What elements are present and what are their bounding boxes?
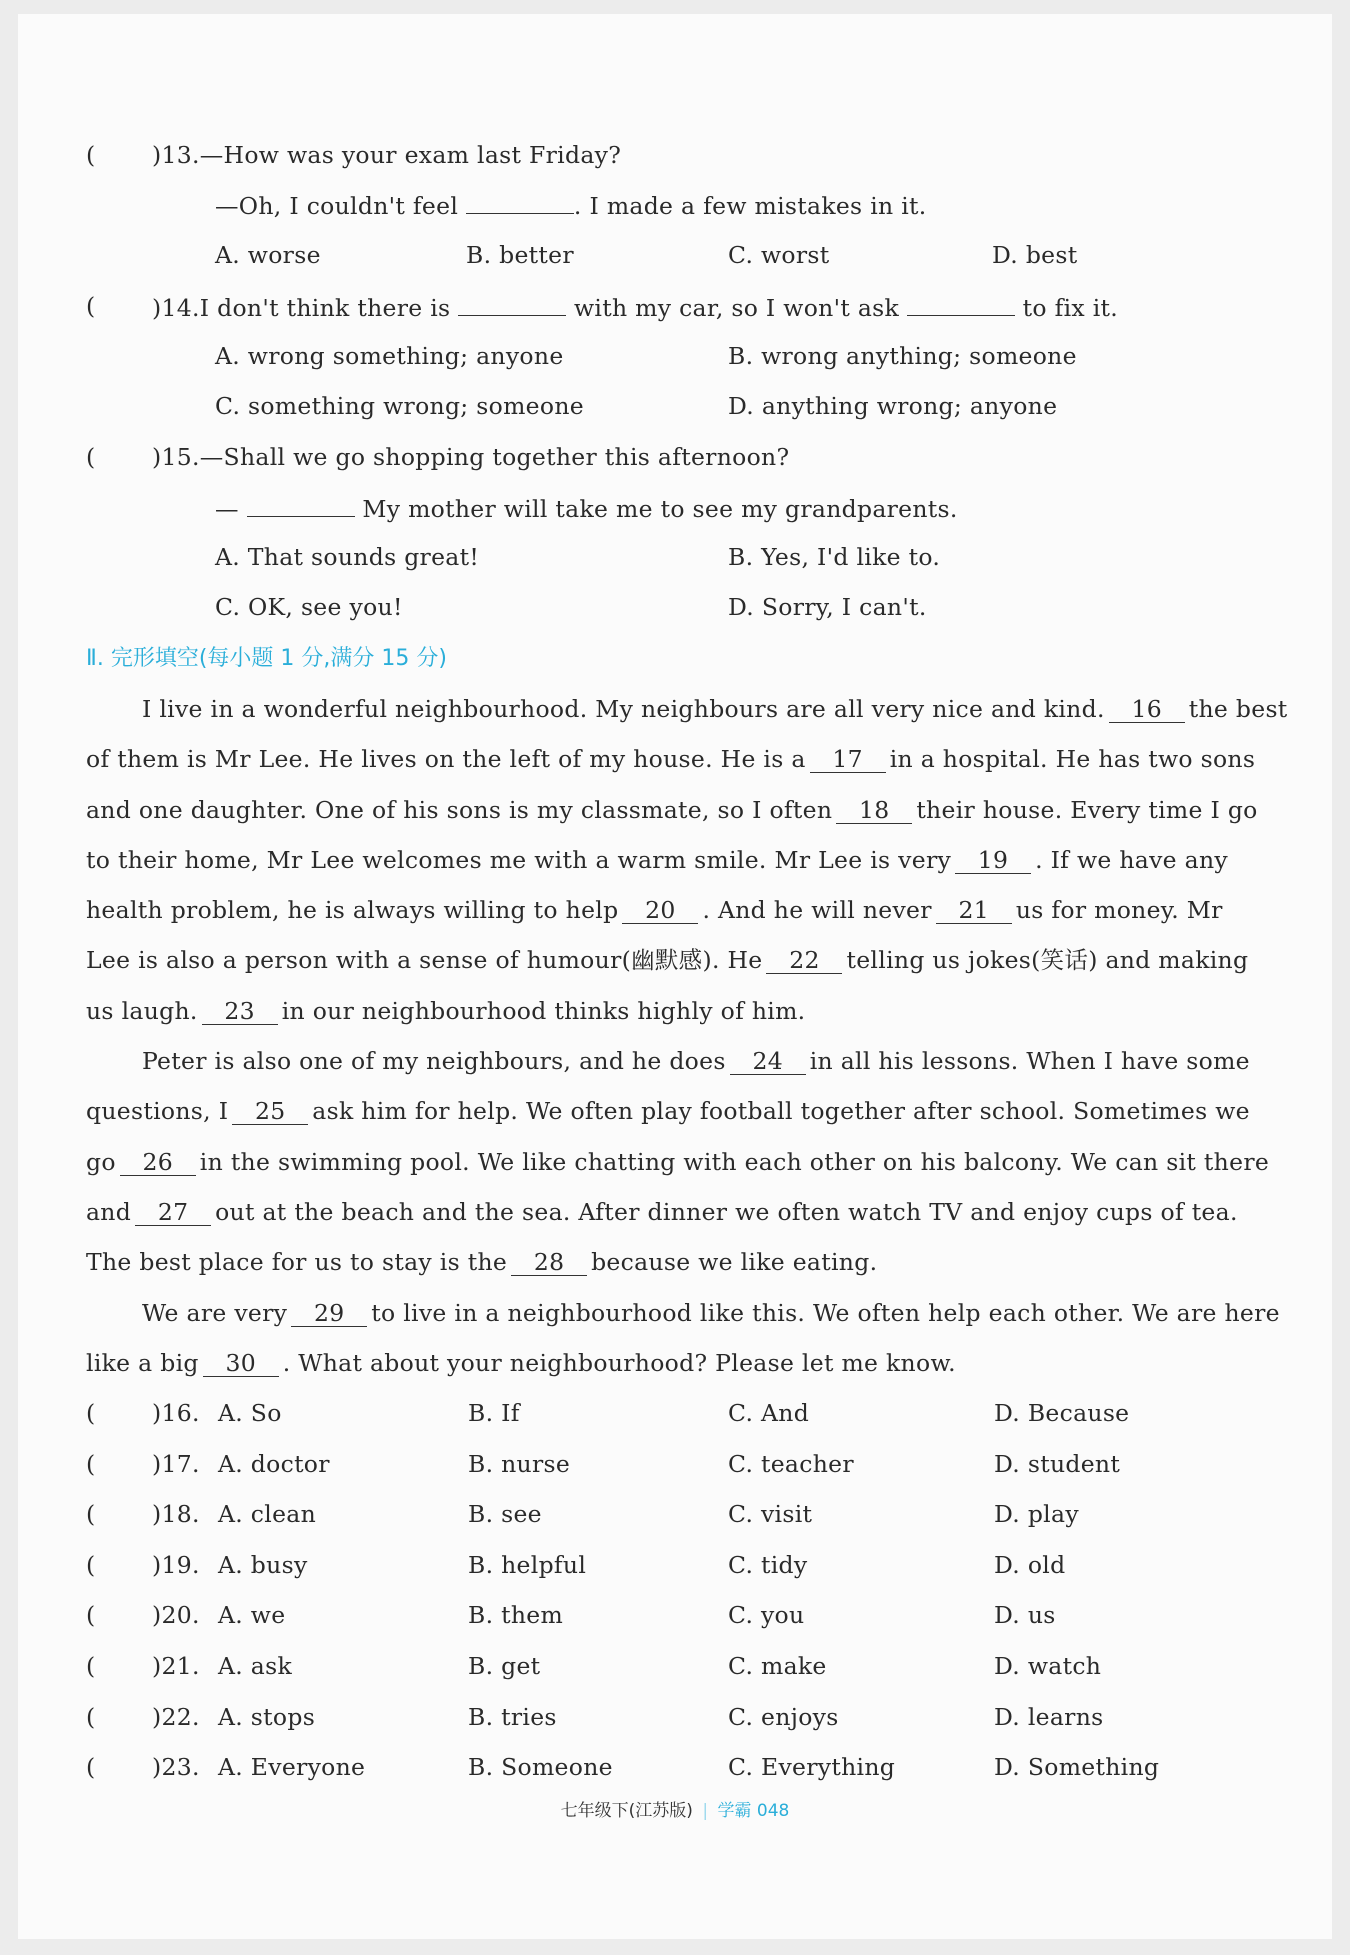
- option-c: C. make: [728, 1652, 827, 1680]
- option-c: C. something wrong; someone: [215, 392, 584, 420]
- question-13: [152, 140, 621, 170]
- option-c: C. OK, see you!: [215, 593, 403, 621]
- answer-paren: (: [86, 1652, 96, 1680]
- passage-text: The best place for us to stay is the: [86, 1248, 508, 1276]
- option-a: A. busy: [218, 1551, 308, 1579]
- answer-blank[interactable]: [458, 291, 566, 316]
- option-d: D. Sorry, I can't.: [728, 593, 927, 621]
- question-text: to fix it.: [1022, 294, 1119, 322]
- passage-text: We are very: [142, 1299, 288, 1327]
- passage-text: health problem, he is always willing to help: [86, 896, 619, 924]
- option-c: C. worst: [728, 241, 830, 269]
- option-b: B. tries: [468, 1703, 557, 1731]
- passage-text: in a hospital. He has two sons: [889, 745, 1256, 773]
- option-d: D. student: [994, 1450, 1121, 1478]
- option-a: A. stops: [218, 1703, 316, 1731]
- answer-blank[interactable]: [466, 189, 574, 214]
- passage-text: in our neighbourhood thinks highly of him.: [281, 997, 806, 1025]
- option-a: A. ask: [218, 1652, 293, 1680]
- passage-line: [86, 1197, 1238, 1227]
- option-c: C. teacher: [728, 1450, 854, 1478]
- question-number: )18.: [152, 1500, 200, 1528]
- option-c: C. enjoys: [728, 1703, 839, 1731]
- option-b: B. nurse: [468, 1450, 571, 1478]
- option-d: D. anything wrong; anyone: [728, 392, 1058, 420]
- option-d: D. old: [994, 1551, 1066, 1579]
- answer-paren: (: [86, 1500, 96, 1528]
- passage-text: Lee is also a person with a sense of humour(幽默感). He: [86, 946, 763, 974]
- numbered-blank[interactable]: 25: [232, 1098, 308, 1125]
- passage-line: [86, 996, 805, 1026]
- option-a: A. doctor: [218, 1450, 330, 1478]
- option-b: B. Someone: [468, 1753, 613, 1781]
- option-c: C. Everything: [728, 1753, 896, 1781]
- passage-text: questions, I: [86, 1097, 229, 1125]
- answer-blank[interactable]: [907, 291, 1015, 316]
- option-b: B. see: [468, 1500, 542, 1528]
- passage-line: [142, 1046, 1250, 1076]
- numbered-blank[interactable]: 30: [203, 1350, 279, 1377]
- question-number: )17.: [152, 1450, 200, 1478]
- numbered-blank[interactable]: 28: [511, 1249, 587, 1276]
- question-text: —Shall we go shopping together this afternoon?: [199, 443, 790, 471]
- numbered-blank[interactable]: 26: [120, 1149, 196, 1176]
- question-text: with my car, so I won't ask: [573, 294, 900, 322]
- passage-text: Peter is also one of my neighbours, and he does: [142, 1047, 726, 1075]
- passage-text: I live in a wonderful neighbourhood. My neighbours are all very nice and kind.: [142, 695, 1105, 723]
- numbered-blank[interactable]: 16: [1109, 696, 1185, 723]
- option-a: A. wrong something; anyone: [215, 342, 564, 370]
- passage-line: [142, 694, 1288, 724]
- numbered-blank[interactable]: 17: [810, 746, 886, 773]
- answer-paren: (: [86, 292, 96, 320]
- option-d: D. play: [994, 1500, 1079, 1528]
- option-d: D. Because: [994, 1399, 1130, 1427]
- option-b: B. Yes, I'd like to.: [728, 543, 941, 571]
- option-a: A. worse: [215, 241, 321, 269]
- response-text: —: [215, 495, 239, 523]
- answer-paren: (: [86, 1601, 96, 1629]
- answer-paren: (: [86, 1551, 96, 1579]
- option-d: D. us: [994, 1601, 1056, 1629]
- question-number: )22.: [152, 1703, 200, 1731]
- response-text: —Oh, I couldn't feel: [215, 192, 459, 220]
- numbered-blank[interactable]: 29: [291, 1300, 367, 1327]
- question-text: I don't think there is: [199, 294, 451, 322]
- option-b: B. get: [468, 1652, 541, 1680]
- option-c: C. tidy: [728, 1551, 808, 1579]
- question-number: )16.: [152, 1399, 200, 1427]
- option-b: B. If: [468, 1399, 520, 1427]
- numbered-blank[interactable]: 27: [135, 1199, 211, 1226]
- question-15: [152, 442, 789, 472]
- option-b: B. them: [468, 1601, 564, 1629]
- numbered-blank[interactable]: 18: [836, 797, 912, 824]
- passage-line: [86, 1147, 1269, 1177]
- section-heading: Ⅱ. 完形填空(每小题 1 分,满分 15 分): [86, 646, 447, 671]
- passage-line: [86, 744, 1255, 774]
- question-number: )19.: [152, 1551, 200, 1579]
- response-text: My mother will take me to see my grandparents.: [362, 495, 958, 523]
- passage-line: [86, 1247, 877, 1277]
- passage-text: . What about your neighbourhood? Please let me know.: [282, 1349, 956, 1377]
- answer-paren: (: [86, 1399, 96, 1427]
- page-number: 048: [756, 1801, 790, 1821]
- question-number: )14.: [152, 294, 200, 322]
- option-a: A. we: [218, 1601, 286, 1629]
- footer-separator: |: [702, 1801, 709, 1821]
- option-b: B. helpful: [468, 1551, 587, 1579]
- passage-text: in the swimming pool. We like chatting with each other on his balcony. We can sit there: [199, 1148, 1270, 1176]
- passage-text: telling us jokes(笑话) and making: [846, 946, 1249, 974]
- grade-label: 七年级下(江苏版): [560, 1801, 693, 1821]
- question-number: )20.: [152, 1601, 200, 1629]
- passage-line: [142, 1298, 1280, 1328]
- passage-line: [86, 795, 1258, 825]
- numbered-blank[interactable]: 24: [730, 1048, 806, 1075]
- answer-paren: (: [86, 1450, 96, 1478]
- numbered-blank[interactable]: 21: [936, 897, 1012, 924]
- passage-line: [86, 1348, 956, 1378]
- answer-paren: (: [86, 1753, 96, 1781]
- passage-text: ask him for help. We often play football together after school. Sometimes we: [312, 1097, 1250, 1125]
- option-a: A. So: [218, 1399, 282, 1427]
- passage-text: us for money. Mr: [1015, 896, 1223, 924]
- passage-text: because we like eating.: [591, 1248, 878, 1276]
- passage-text: in all his lessons. When I have some: [809, 1047, 1250, 1075]
- option-d: D. watch: [994, 1652, 1102, 1680]
- answer-paren: (: [86, 141, 96, 169]
- answer-blank[interactable]: [247, 492, 355, 517]
- answer-paren: (: [86, 443, 96, 471]
- numbered-blank[interactable]: 19: [955, 847, 1031, 874]
- passage-text: their house. Every time I go: [916, 796, 1258, 824]
- question-number: )21.: [152, 1652, 200, 1680]
- question-text: —How was your exam last Friday?: [199, 141, 622, 169]
- option-b: B. better: [466, 241, 574, 269]
- numbered-blank[interactable]: 23: [202, 998, 278, 1025]
- question-number: )13.: [152, 141, 200, 169]
- page-footer: [0, 1796, 1350, 1821]
- passage-text: the best: [1188, 695, 1288, 723]
- question-number: )15.: [152, 443, 200, 471]
- passage-line: [86, 895, 1223, 925]
- question-15-response: [215, 492, 958, 524]
- passage-text: out at the beach and the sea. After dinner we often watch TV and enjoy cups of tea.: [215, 1198, 1238, 1226]
- passage-text: . If we have any: [1035, 846, 1228, 874]
- passage-text: of them is Mr Lee. He lives on the left of my house. He is a: [86, 745, 806, 773]
- passage-text: . And he will never: [702, 896, 932, 924]
- option-c: C. you: [728, 1601, 805, 1629]
- option-d: D. learns: [994, 1703, 1104, 1731]
- numbered-blank[interactable]: 22: [766, 947, 842, 974]
- passage-line: [86, 1096, 1250, 1126]
- passage-line: [86, 845, 1228, 875]
- question-14: [152, 291, 1118, 323]
- question-13-response: [215, 189, 927, 221]
- brand-label: 学霸: [717, 1801, 752, 1821]
- option-a: A. Everyone: [218, 1753, 366, 1781]
- passage-text: go: [86, 1148, 116, 1176]
- passage-text: like a big: [86, 1349, 199, 1377]
- option-c: C. visit: [728, 1500, 813, 1528]
- numbered-blank[interactable]: 20: [622, 897, 698, 924]
- passage-text: to their home, Mr Lee welcomes me with a warm smile. Mr Lee is very: [86, 846, 952, 874]
- option-a: A. That sounds great!: [215, 543, 480, 571]
- option-a: A. clean: [218, 1500, 317, 1528]
- passage-text: to live in a neighbourhood like this. We often help each other. We are here: [371, 1299, 1280, 1327]
- answer-paren: (: [86, 1703, 96, 1731]
- passage-text: us laugh.: [86, 997, 198, 1025]
- passage-text: and one daughter. One of his sons is my classmate, so I often: [86, 796, 833, 824]
- option-b: B. wrong anything; someone: [728, 342, 1077, 370]
- passage-text: and: [86, 1198, 132, 1226]
- option-d: D. best: [992, 241, 1078, 269]
- response-text: . I made a few mistakes in it.: [573, 192, 927, 220]
- passage-line: [86, 945, 1248, 975]
- option-c: C. And: [728, 1399, 810, 1427]
- option-d: D. Something: [994, 1753, 1160, 1781]
- question-number: )23.: [152, 1753, 200, 1781]
